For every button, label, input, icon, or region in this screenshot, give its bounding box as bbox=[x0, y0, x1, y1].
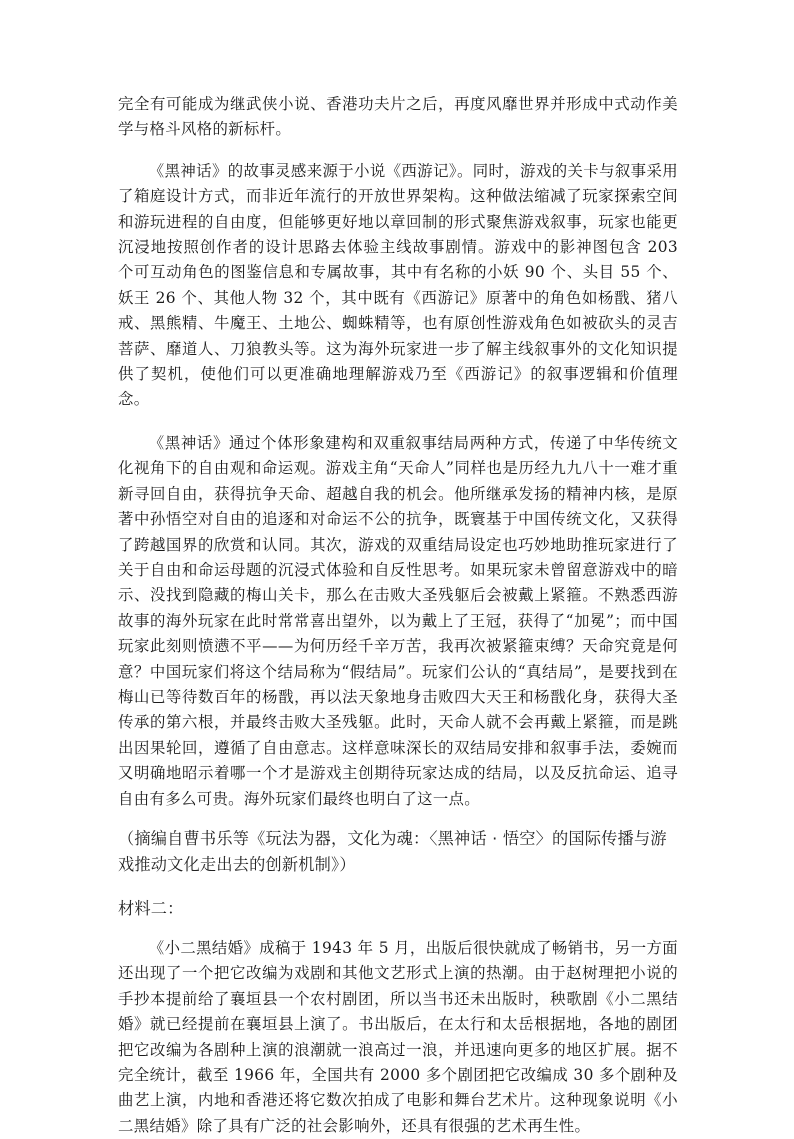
material1-freedom-paragraph: 《黑神话》通过个体形象建构和双重叙事结局两种方式，传递了中华传统文化视角下的自由观和命运观。游戏主角“天命人”同样也是历经九九八十一难才重新寻回自由，获得抗争天命、超越自我的机会。他所继承发扬的精神内核，是原著中孙悟空对自由的追逐和对命运不公的抗争，既寰基于中国传统文化，又获得了跨越国界的欣赏和认同。其次，游戏的双重结局设定也巧妙地助推玩家进行了关于自由和命运母题的沉浸式体验和自反性思考。如果玩家未曾留意游戏中的暗示、没找到隐藏的梅山关卡，那么在击败大圣残躯后会被戴上紧箍。不熟悉西游故事的海外玩家在此时常常喜出望外，以为戴上了王冠，获得了“加冕”；而中国玩家此刻则愤懑不平——为何历经千辛万苦，我再次被紧箍束缚？天命究竟是何意？中国玩家们将这个结局称为“假结局”。玩家们公认的“真结局”，是要找到在梅山已等待数百年的杨戬，再以法天象地身击败四大天王和杨戬化身，获得大圣传承的第六根，并最终击败大圣残躯。此时，天命人就不会再戴上紧箍，而是跳出因果轮回，遵循了自由意志。这样意味深长的双结局安排和叙事手法，委婉而又明确地昭示着哪一个才是游戏主创期待玩家达成的结局，以及反抗命运、追寻自由有多么可贵。海外玩家们最终也明白了这一点。 bbox=[118, 433, 678, 808]
material2-paragraph: 《小二黑结婚》成稿于 1943 年 5 月，出版后很快就成了畅销书，另一方面还出现了一个把它改编为戏剧和其他文艺形式上演的热潮。由于赵树理把小说的手抄本提前给了襄垣县一个农村剧团，所以当书还未出版时，秧歌剧《小二黑结婚》就已经提前在襄垣县上演了。书出版后，在太行和太岳根据地，各地的剧团把它改编为各剧种上演的浪潮就一浪高过一浪，并迅速向更多的地区扩展。据不完全统计，截至 1966 年，全国共有 2000 多个剧团把它改编成 30 多个剧种及曲艺上演，内地和香港还将它数次拍成了电影和舞台艺术片。这种现象说明《小二黑结婚》除了具有广泛的社会影响外，还具有很强的艺术再生性。 bbox=[118, 938, 678, 1135]
material1-source-citation: （摘编自曹书乐等《玩法为器，文化为魂：〈黑神话 · 悟空〉的国际传播与游戏推动文化走出去的创新机制》） bbox=[118, 828, 667, 874]
material1-continued-paragraph: 完全有可能成为继武侠小说、香港功夫片之后，再度风靡世界并形成中式动作美学与格斗风格的新标杆。 bbox=[118, 95, 678, 139]
material2-heading: 材料二： bbox=[118, 898, 184, 918]
document-page bbox=[118, 92, 678, 1139]
material1-story-paragraph: 《黑神话》的故事灵感来源于小说《西游记》。同时，游戏的关卡与叙事采用了箱庭设计方式，而非近年流行的开放世界架构。这种做法缩减了玩家探索空间和游玩进程的自由度，但能够更好地以章回制的形式聚焦游戏叙事，玩家也能更沉浸地按照创作者的设计思路去体验主线故事剧情。游戏中的影神图包含 203 个可互动角色的图鉴信息和专属故事，其中有名称的小妖 90 个、头目 55 个、妖王 26 个、其他人物 32 个，其中既有《西游记》原著中的角色如杨戬、猪八戒、黑熊精、牛魔王、土地公、蜘蛛精等，也有原创性游戏角色如被砍头的灵吉菩萨、靡道人、刀狼教头等。这为海外玩家进一步了解主线叙事外的文化知识提供了契机，使他们可以更准确地理解游戏乃至《西游记》的叙事逻辑和价值理念。 bbox=[118, 161, 678, 409]
